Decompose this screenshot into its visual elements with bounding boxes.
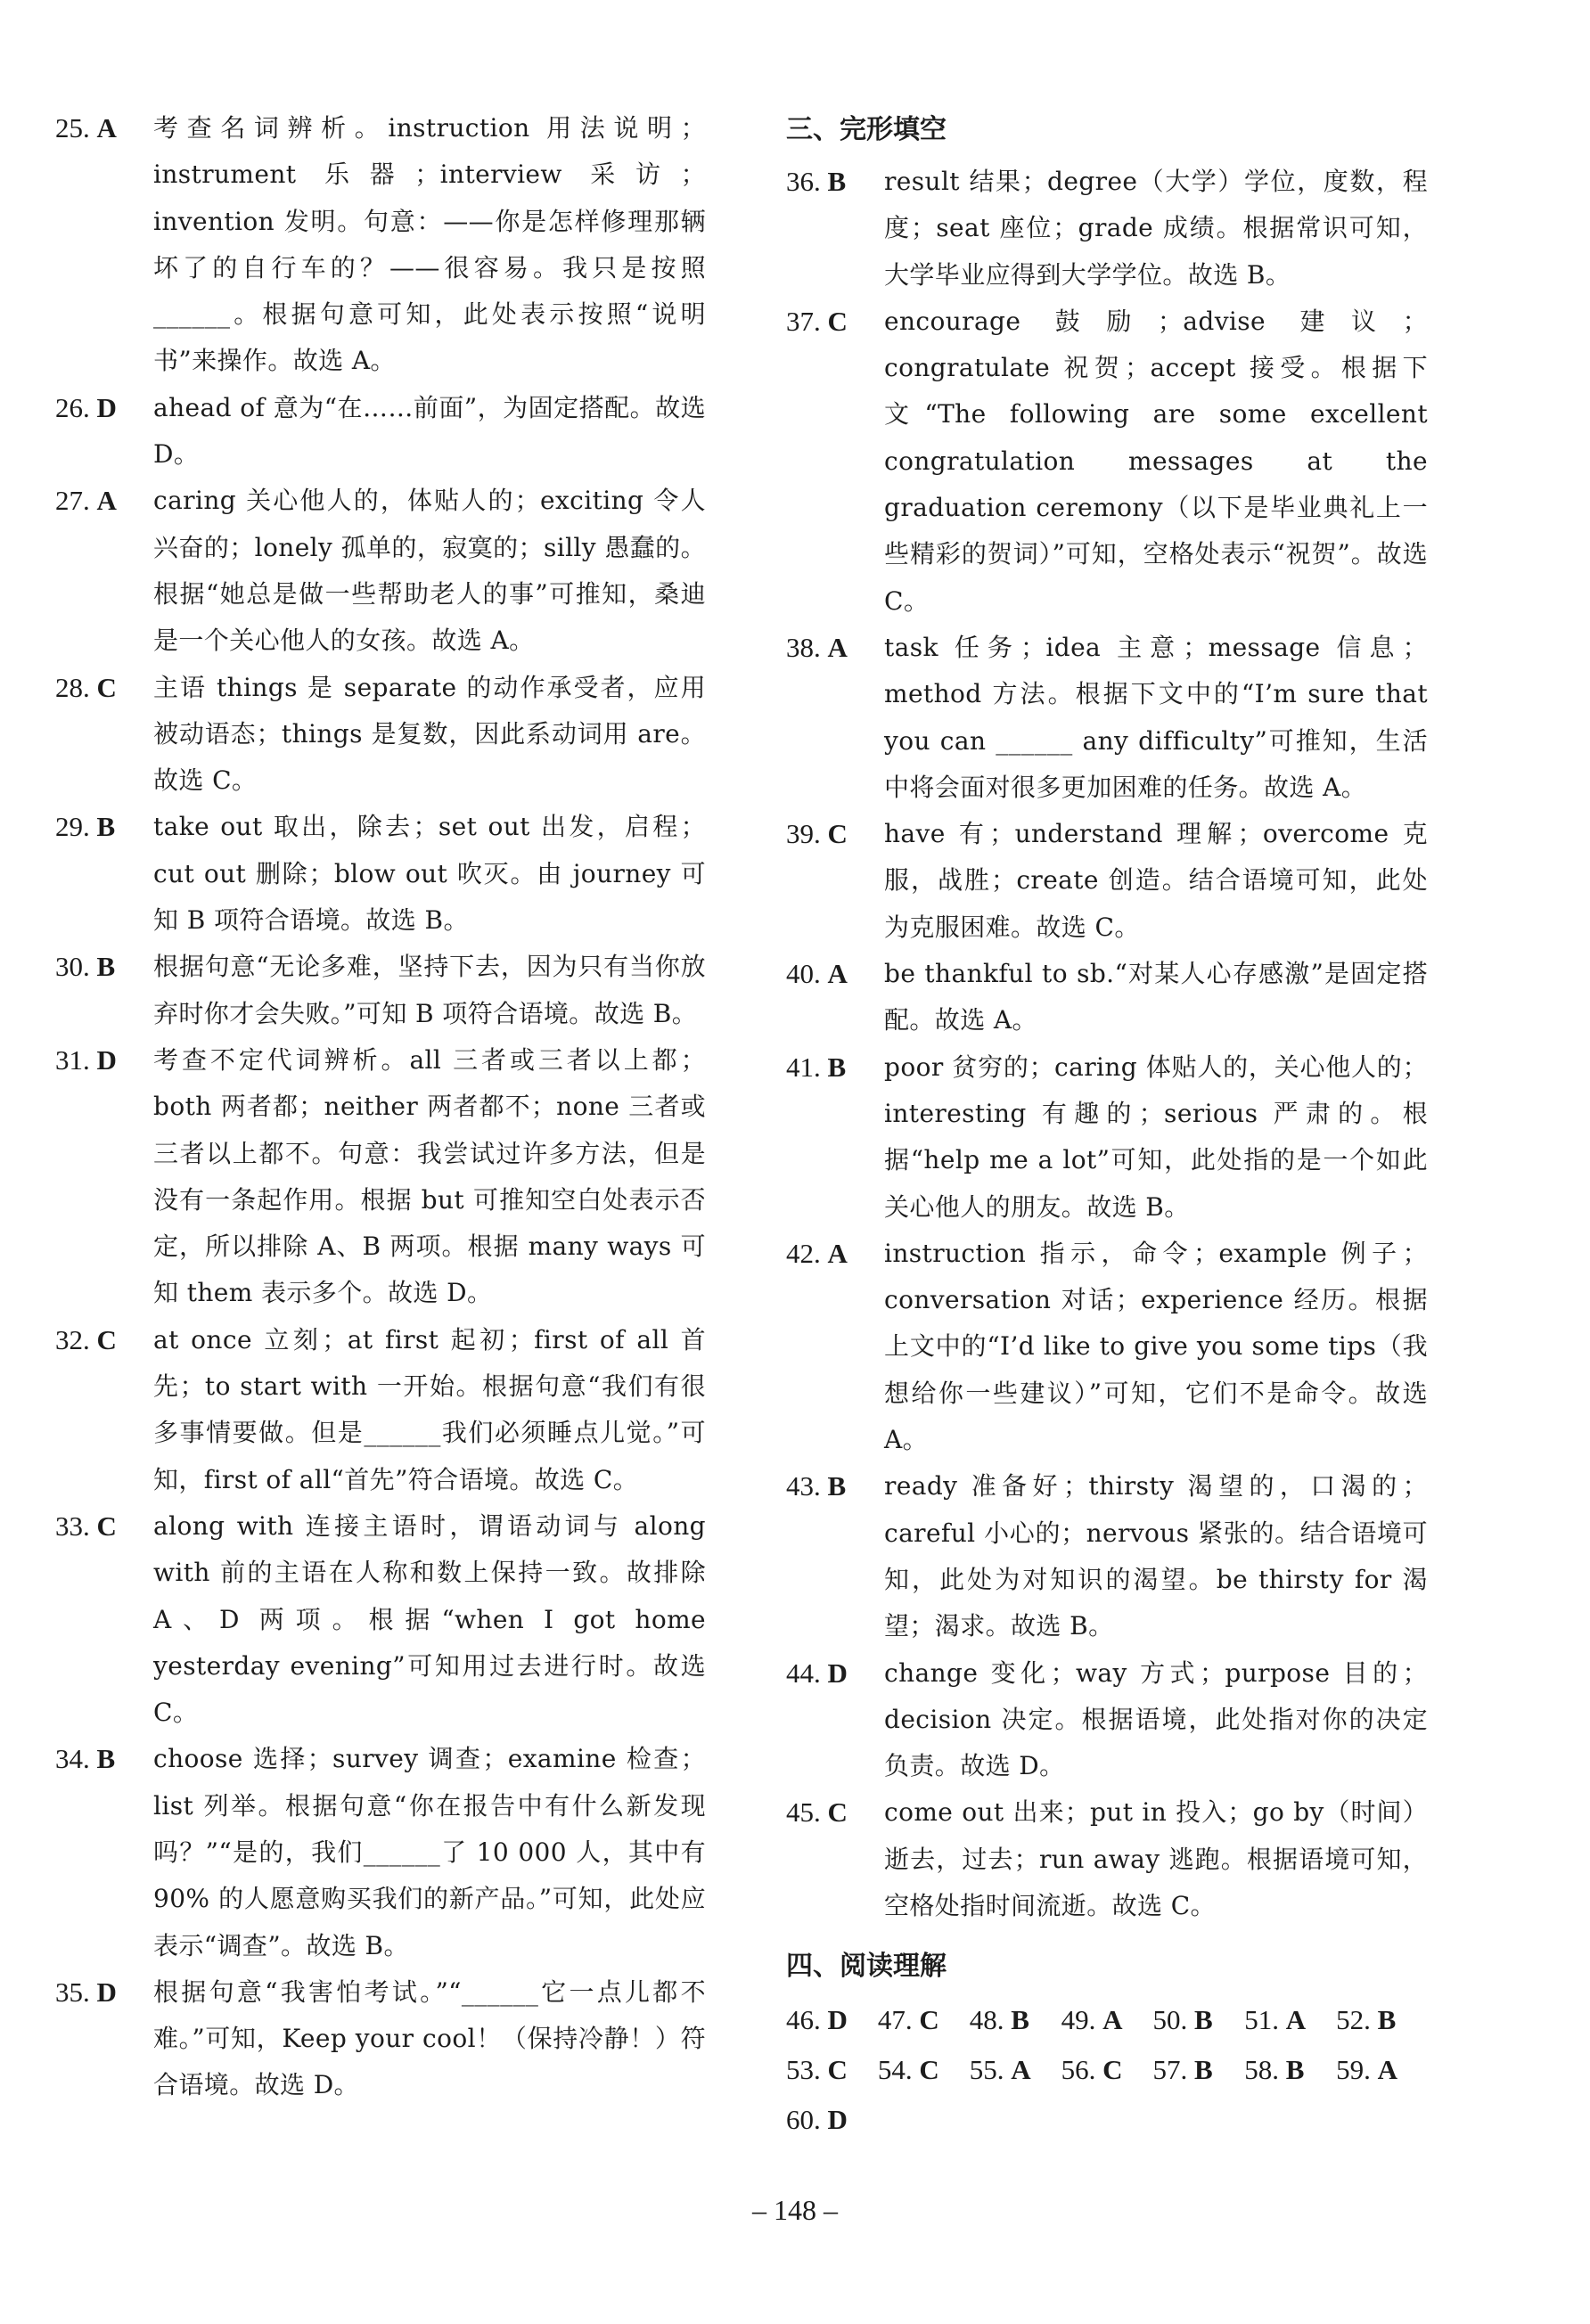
answer-letter: B: [96, 1743, 116, 1775]
answer-entry: [786, 951, 1428, 1044]
answer-letter: D: [96, 1043, 117, 1076]
question-index: 52.: [1336, 2004, 1371, 2036]
left-column: [55, 105, 706, 2109]
explanation-text: choose 选择；survey 调查；examine 检查；list 列举。根据句意“你在报告中有什么新发现吗？”“是的，我们______了 10 000 人，其中有 90% 的人愿意购买我们的新产品。”可知，此处应表示“调查”。故选 B。: [153, 1744, 706, 1960]
question-index: 26.: [55, 391, 90, 423]
question-number: [786, 1650, 884, 1697]
reading-answer: [786, 1995, 878, 2045]
question-index: 36.: [786, 166, 821, 197]
reading-answer-row: [786, 2095, 1428, 2145]
reading-answer: [1244, 2045, 1336, 2095]
answer-letter: D: [96, 391, 117, 423]
reading-answer: [1061, 1995, 1153, 2045]
reading-answer: [1336, 1995, 1428, 2045]
answer-letter: A: [827, 958, 848, 990]
reading-answer: [1152, 2045, 1244, 2095]
explanation-text: poor 贫穷的；caring 体贴人的，关心他人的；interesting 有趣的；serious 严肃的。根据“help me a lot”可知，此处指的是一个如此关心他人的朋友。故选 B。: [884, 1052, 1428, 1222]
reading-answer: [786, 2045, 878, 2095]
question-index: 41.: [786, 1051, 821, 1083]
answer-letter: B: [1377, 2004, 1397, 2036]
question-index: 35.: [55, 1976, 90, 2008]
answer-entry: [786, 625, 1428, 811]
answer-letter: C: [919, 2054, 939, 2086]
question-index: 54.: [877, 2054, 913, 2086]
explanation-text: ahead of 意为“在……前面”，为固定搭配。故选 D。: [153, 392, 706, 470]
explanation-text: 根据句意“我害怕考试。”“______它一点儿都不难。”可知，Keep your cool！（保持冷静！）符合语境。故选 D。: [153, 1976, 706, 2100]
explanation-text: along with 连接主语时，谓语动词与 along with 前的主语在人称和数上保持一致。故排除 A、D 两项。根据“when I got home yesterday evening”可知用过去进行时。故选 C。: [153, 1510, 706, 1728]
explanation-text: 根据句意“无论多难，坚持下去，因为只有当你放弃时你才会失败。”可知 B 项符合语境。故选 B。: [153, 952, 706, 1028]
answer-letter: D: [827, 2004, 848, 2036]
question-index: 25.: [55, 112, 90, 143]
question-index: 27.: [55, 485, 90, 517]
page-number: – 148 –: [752, 2194, 838, 2226]
question-index: 59.: [1336, 2054, 1371, 2086]
question-index: 34.: [55, 1743, 90, 1775]
answer-letter: C: [1102, 2054, 1123, 2086]
explanation-text: caring 关心他人的，体贴人的；exciting 令人兴奋的；lonely 孤单的，寂寞的；silly 愚蠢的。根据“她总是做一些帮助老人的事”可推知，桑迪是一个关心他人的女孩。故选 A。: [153, 486, 706, 656]
question-index: 28.: [55, 671, 90, 703]
question-index: 46.: [786, 2004, 821, 2036]
explanation-text: take out 取出，除去；set out 出发，启程；cut out 删除；blow out 吹灭。由 journey 可知 B 项符合语境。故选 B。: [153, 812, 706, 936]
answer-letter: B: [827, 1470, 847, 1502]
answer-letter: A: [96, 112, 117, 143]
reading-answer: [1336, 2045, 1428, 2095]
answer-letter: A: [96, 485, 117, 517]
reading-answer-row: [786, 2045, 1428, 2095]
answer-entry: [55, 1317, 706, 1503]
reading-answer: [970, 1995, 1061, 2045]
answer-entry: [786, 1231, 1428, 1463]
question-index: 45.: [786, 1796, 821, 1829]
answer-entry: [55, 804, 706, 944]
question-index: 33.: [55, 1510, 90, 1542]
answer-entry: [55, 1736, 706, 1968]
cloze-answers: [786, 159, 1428, 1929]
answer-entry: [55, 1969, 706, 2109]
answer-entry: [55, 478, 706, 664]
answer-letter: A: [1102, 2004, 1123, 2036]
question-index: 48.: [969, 2004, 1004, 2036]
question-number: [55, 1503, 153, 1550]
reading-answer: [786, 2095, 879, 2145]
answer-letter: B: [96, 811, 116, 843]
answer-letter: C: [827, 2054, 848, 2086]
question-number: [55, 665, 153, 711]
question-index: 38.: [786, 631, 821, 663]
question-number: [55, 1317, 153, 1363]
explanation-text: result 结果；degree（大学）学位，度数，程度；seat 座位；grade 成绩。根据常识可知，大学毕业应得到大学学位。故选 B。: [884, 167, 1428, 290]
question-index: 55.: [969, 2054, 1004, 2086]
question-number: [786, 1463, 884, 1510]
reading-answer-row: [786, 1995, 1428, 2045]
explanation-text: ready 准备好；thirsty 渴望的，口渴的；careful 小心的；nervous 紧张的。结合语境可知，此处为对知识的渴望。be thirsty for 渴望；渴求。故选 B。: [884, 1471, 1428, 1641]
question-number: [786, 1789, 884, 1836]
explanation-text: be thankful to sb.“对某人心存感激”是固定搭配。故选 A。: [884, 959, 1428, 1035]
answer-letter: A: [1011, 2054, 1031, 2086]
question-index: 42.: [786, 1237, 821, 1269]
question-number: [786, 1044, 884, 1091]
answer-entry: [786, 159, 1428, 299]
question-index: 50.: [1152, 2004, 1188, 2036]
question-number: [55, 385, 153, 431]
question-index: 57.: [1152, 2054, 1188, 2086]
section-heading-reading: 四、阅读理解: [786, 1951, 947, 1983]
answer-letter: A: [827, 1237, 848, 1269]
question-number: [55, 1037, 153, 1084]
question-index: 32.: [55, 1323, 90, 1355]
answer-letter: B: [827, 166, 847, 197]
question-number: [55, 1736, 153, 1782]
question-index: 56.: [1061, 2054, 1096, 2086]
section-heading-cloze: 三、完形填空: [786, 114, 947, 145]
explanation-text: task 任务；idea 主意；message 信息；method 方法。根据下文中的“I’m sure that you can ______ any difficulty”可推知，生活中将会面对很多更加困难的任务。故选 A。: [884, 632, 1428, 802]
question-index: 60.: [786, 2104, 821, 2136]
reading-answer: [1061, 2045, 1153, 2095]
explanation-text: instruction 指示，命令；example 例子；conversation 对话；experience 经历。根据上文中的“I’d like to give you some tips（我想给你一些建议）”可知，它们不是命令。故选 A。: [884, 1238, 1428, 1455]
answer-letter: B: [1193, 2054, 1213, 2086]
question-number: [786, 811, 884, 857]
question-index: 58.: [1244, 2054, 1280, 2086]
reading-answer: [1152, 1995, 1244, 2045]
question-index: 37.: [786, 305, 821, 337]
answer-letter: A: [1377, 2054, 1398, 2086]
answer-entry: [55, 1037, 706, 1317]
answer-entry: [786, 1044, 1428, 1231]
explanation-text: encourage 鼓励；advise 建议；congratulate 祝贺；accept 接受。根据下文“The following are some excellent congratulation messages at the graduation ceremony（以下是毕业典礼上一些精彩的贺词）”可知，空格处表示“祝贺”。故选 C。: [884, 306, 1428, 616]
question-index: 51.: [1244, 2004, 1280, 2036]
answer-letter: C: [96, 671, 117, 703]
answer-entry: [786, 299, 1428, 625]
explanation-text: 考查不定代词辨析。all 三者或三者以上都；both 两者都；neither 两者都不；none 三者或三者以上都不。句意：我尝试过许多方法，但是没有一条起作用。根据 but 可推知空白处表示否定，所以排除 A、B 两项。根据 many ways 可知 them 表示多个。故选 D。: [153, 1044, 706, 1308]
answer-letter: D: [827, 2104, 848, 2136]
answer-letter: A: [1285, 2004, 1307, 2036]
answer-entry: [786, 811, 1428, 951]
answer-entry: [55, 944, 706, 1037]
reading-answer: [1244, 1995, 1336, 2045]
question-index: 30.: [55, 951, 90, 983]
answer-entry: [55, 665, 706, 805]
question-number: [55, 105, 153, 151]
answer-letter: C: [827, 818, 848, 850]
question-index: 53.: [786, 2054, 821, 2086]
question-number: [786, 1231, 884, 1277]
question-number: [786, 625, 884, 671]
question-index: 44.: [786, 1657, 821, 1689]
answer-letter: C: [96, 1510, 117, 1542]
question-index: 40.: [786, 958, 821, 990]
answer-letter: B: [1193, 2004, 1213, 2036]
answer-letter: B: [96, 951, 116, 983]
explanation-text: change 变化；way 方式；purpose 目的；decision 决定。根据语境，此处指对你的决定负责。故选 D。: [884, 1657, 1428, 1781]
answer-letter: B: [827, 1051, 847, 1083]
answer-entry: [55, 385, 706, 479]
reading-answer: [970, 2045, 1061, 2095]
question-number: [55, 1969, 153, 2016]
reading-answer: [878, 1995, 970, 2045]
question-number: [55, 804, 153, 850]
right-column: [786, 105, 1428, 2145]
answer-letter: C: [827, 1796, 848, 1829]
answer-entry: [786, 1463, 1428, 1649]
question-number: [786, 951, 884, 997]
question-number: [786, 299, 884, 345]
answer-letter: B: [1011, 2004, 1029, 2036]
question-index: 31.: [55, 1043, 90, 1076]
explanation-text: come out 出来；put in 投入；go by（时间）逝去，过去；run away 逃跑。根据语境可知，空格处指时间流逝。故选 C。: [884, 1797, 1428, 1920]
explanation-text: have 有；understand 理解；overcome 克服，战胜；create 创造。结合语境可知，此处为克服困难。故选 C。: [884, 819, 1428, 942]
answer-entry: [786, 1650, 1428, 1790]
answer-entry: [786, 1789, 1428, 1929]
answer-letter: C: [827, 305, 848, 337]
explanation-text: 主语 things 是 separate 的动作承受者，应用被动语态；things 是复数，因此系动词用 are。故选 C。: [153, 672, 706, 796]
question-index: 29.: [55, 811, 90, 843]
explanation-text: at once 立刻；at first 起初；first of all 首先；to start with 一开始。根据句意“我们有很多事情要做。但是______我们必须睡点儿觉。”可知，first of all“首先”符合语境。故选 C。: [153, 1324, 706, 1494]
answer-entry: [55, 1503, 706, 1736]
question-index: 47.: [877, 2004, 913, 2036]
answer-letter: C: [96, 1323, 117, 1355]
question-index: 43.: [786, 1470, 821, 1502]
answer-letter: D: [827, 1657, 848, 1689]
explanation-text: 考查名词辨析。instruction 用法说明；instrument 乐器；interview 采访；invention 发明。句意：——你是怎样修理那辆坏了的自行车的？——很容易。我只是按照______。根据句意可知，此处表示按照“说明书”来操作。故选 A。: [153, 113, 706, 376]
answer-letter: C: [919, 2004, 939, 2036]
reading-answer: [878, 2045, 970, 2095]
answer-letter: D: [96, 1976, 117, 2008]
answer-letter: A: [827, 631, 848, 663]
reading-answers: [786, 1995, 1428, 2145]
question-index: 49.: [1061, 2004, 1096, 2036]
question-number: [55, 478, 153, 524]
question-index: 39.: [786, 818, 821, 850]
question-number: [786, 159, 884, 205]
question-number: [55, 944, 153, 990]
answer-letter: B: [1285, 2054, 1305, 2086]
answer-entry: [55, 105, 706, 385]
